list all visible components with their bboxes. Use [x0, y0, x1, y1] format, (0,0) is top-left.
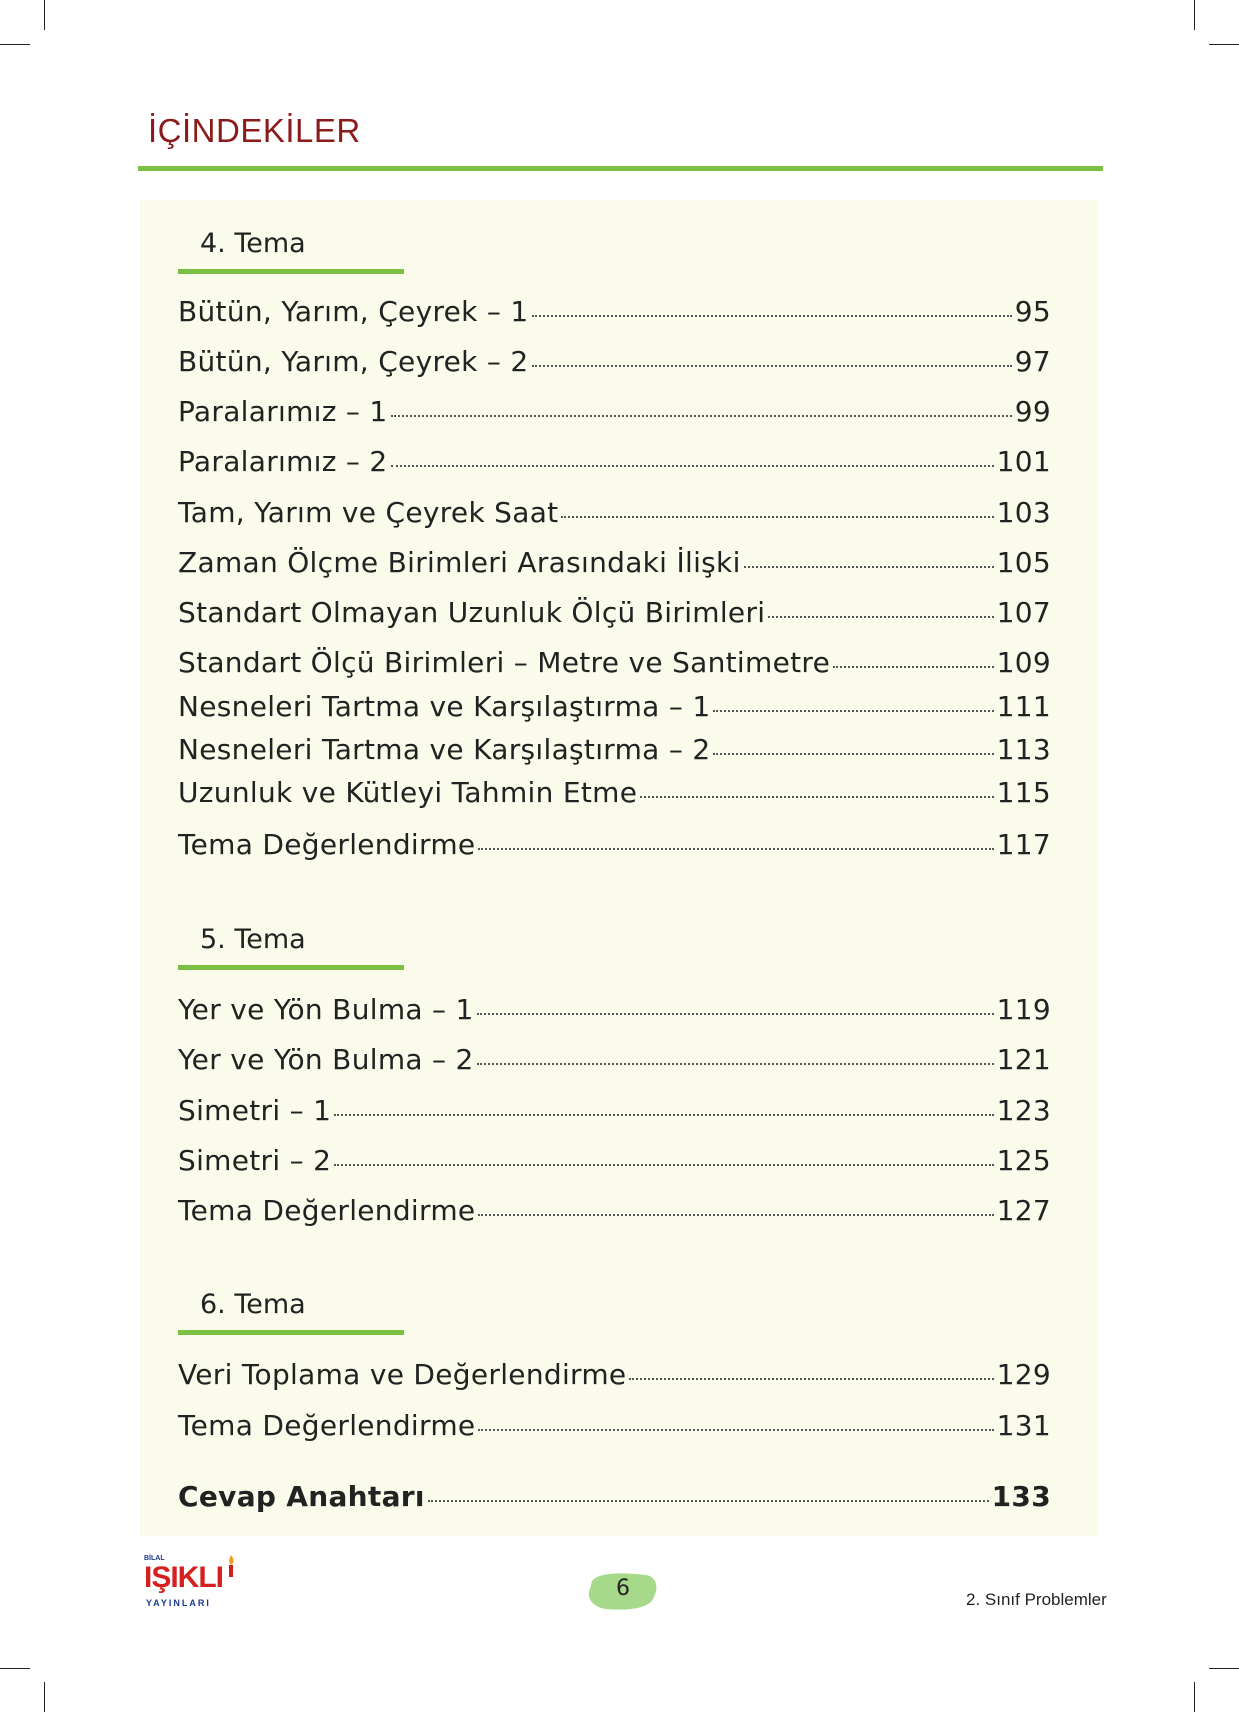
dot-leader	[428, 1500, 989, 1502]
toc-entry-label: Nesneleri Tartma ve Karşılaştırma – 2	[178, 733, 711, 766]
toc-entry-label: Zaman Ölçme Birimleri Arasındaki İlişki	[178, 546, 741, 579]
toc-entry-page: 105	[996, 546, 1051, 579]
toc-entry-label: Simetri – 2	[178, 1144, 332, 1177]
toc-entry[interactable]	[178, 646, 1051, 679]
toc-entry-page: 117	[996, 828, 1051, 861]
theme-6-heading: 6. Tema	[200, 1289, 306, 1320]
theme-5-underline	[178, 965, 404, 970]
dot-leader	[477, 1063, 994, 1065]
dot-leader	[532, 315, 1012, 317]
book-name: 2. Sınıf Problemler	[966, 1590, 1107, 1609]
dot-leader	[478, 848, 993, 850]
dot-leader	[477, 1013, 994, 1015]
toc-entry[interactable]	[178, 993, 1051, 1026]
dot-leader	[334, 1164, 993, 1166]
toc-entry[interactable]	[178, 1194, 1051, 1227]
toc-entry-page: 133	[991, 1480, 1051, 1513]
toc-entry-page: 127	[996, 1194, 1051, 1227]
toc-entry-page: 103	[996, 496, 1051, 529]
dot-leader	[391, 415, 1012, 417]
toc-entry-page: 131	[996, 1409, 1051, 1442]
toc-entry-page: 125	[996, 1144, 1051, 1177]
toc-entry-label: Paralarımız – 1	[178, 395, 388, 428]
dot-leader	[391, 465, 994, 467]
toc-entry[interactable]	[178, 733, 1051, 766]
toc-entry-label: Paralarımız – 2	[178, 445, 388, 478]
logo-small-text: BİLAL	[144, 1555, 165, 1562]
crop-mark	[44, 0, 45, 30]
toc-entry-page: 111	[996, 690, 1051, 723]
toc-entry-label: Standart Olmayan Uzunluk Ölçü Birimleri	[178, 596, 766, 629]
theme-4-underline	[178, 269, 404, 274]
toc-entry-label: Cevap Anahtarı	[178, 1480, 425, 1513]
torch-icon	[226, 1555, 236, 1577]
publisher-logo	[144, 1555, 244, 1615]
crop-mark	[0, 1668, 30, 1669]
logo-sub-text: YAYINLARI	[146, 1598, 211, 1608]
crop-mark	[44, 1682, 45, 1712]
dot-leader	[561, 516, 993, 518]
toc-entry-label: Bütün, Yarım, Çeyrek – 2	[178, 345, 529, 378]
dot-leader	[744, 566, 994, 568]
toc-entry-page: 97	[1014, 345, 1051, 378]
toc-entry[interactable]	[178, 1043, 1051, 1076]
dot-leader	[833, 666, 994, 668]
toc-entry-label: Tema Değerlendirme	[178, 1194, 476, 1227]
toc-entry[interactable]	[178, 345, 1051, 378]
logo-main-text: IŞIKLI	[144, 1561, 224, 1594]
toc-entry[interactable]	[178, 1358, 1051, 1391]
toc-entry-page: 95	[1014, 295, 1051, 328]
toc-entry[interactable]	[178, 546, 1051, 579]
toc-entry[interactable]	[178, 776, 1051, 809]
dot-leader	[478, 1214, 993, 1216]
toc-entry-label: Veri Toplama ve Değerlendirme	[178, 1358, 627, 1391]
toc-entry[interactable]	[178, 1144, 1051, 1177]
theme-6-underline	[178, 1330, 404, 1335]
dot-leader	[478, 1429, 993, 1431]
toc-entry[interactable]	[178, 496, 1051, 529]
page-title: İÇİNDEKİLER	[148, 112, 361, 149]
toc-entry[interactable]	[178, 690, 1051, 723]
dot-leader	[334, 1114, 993, 1116]
crop-mark	[1209, 1668, 1239, 1669]
toc-entry-page: 119	[996, 993, 1051, 1026]
toc-entry-page: 101	[996, 445, 1051, 478]
toc-entry-page: 129	[996, 1358, 1051, 1391]
dot-leader	[532, 365, 1012, 367]
dot-leader	[713, 753, 993, 755]
toc-entry-page: 115	[996, 776, 1051, 809]
toc-entry[interactable]	[178, 596, 1051, 629]
toc-entry[interactable]	[178, 295, 1051, 328]
toc-entry-label: Standart Ölçü Birimleri – Metre ve Santimetre	[178, 646, 831, 679]
toc-entry-label: Yer ve Yön Bulma – 2	[178, 1043, 474, 1076]
theme-4-heading: 4. Tema	[200, 228, 306, 259]
title-underline	[138, 166, 1103, 171]
toc-entry-label: Tam, Yarım ve Çeyrek Saat	[178, 496, 559, 529]
toc-entry-page: 99	[1014, 395, 1051, 428]
toc-entry-label: Bütün, Yarım, Çeyrek – 1	[178, 295, 529, 328]
toc-entry-page: 113	[996, 733, 1051, 766]
toc-entry-page: 121	[996, 1043, 1051, 1076]
toc-entry-label: Uzunluk ve Kütleyi Tahmin Etme	[178, 776, 638, 809]
toc-entry[interactable]	[178, 1409, 1051, 1442]
crop-mark	[1194, 1682, 1195, 1712]
crop-mark	[0, 44, 30, 45]
dot-leader	[640, 796, 993, 798]
toc-entry-label: Nesneleri Tartma ve Karşılaştırma – 1	[178, 690, 711, 723]
toc-entry[interactable]	[178, 445, 1051, 478]
toc-entry[interactable]	[178, 1094, 1051, 1127]
page-number-badge	[586, 1567, 660, 1615]
toc-entry-label: Yer ve Yön Bulma – 1	[178, 993, 474, 1026]
toc-entry-label: Tema Değerlendirme	[178, 1409, 476, 1442]
toc-entry[interactable]	[178, 395, 1051, 428]
toc-entry-label: Simetri – 1	[178, 1094, 332, 1127]
toc-entry-label: Tema Değerlendirme	[178, 828, 476, 861]
dot-leader	[768, 616, 993, 618]
crop-mark	[1209, 44, 1239, 45]
crop-mark	[1194, 0, 1195, 30]
theme-5-heading: 5. Tema	[200, 924, 306, 955]
toc-entry-page: 123	[996, 1094, 1051, 1127]
toc-entry[interactable]	[178, 828, 1051, 861]
answer-key-entry[interactable]	[178, 1480, 1051, 1513]
toc-entry-page: 109	[996, 646, 1051, 679]
toc-entry-page: 107	[996, 596, 1051, 629]
dot-leader	[713, 710, 993, 712]
page-number: 6	[616, 1576, 630, 1601]
dot-leader	[629, 1378, 993, 1380]
